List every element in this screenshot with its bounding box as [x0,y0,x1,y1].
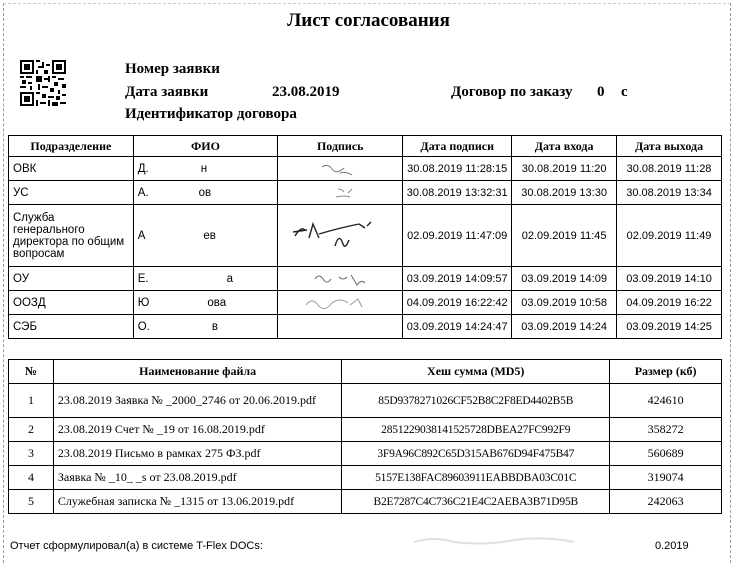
table-row [9,384,722,418]
table-row [9,157,722,181]
table-row [9,267,722,291]
qr-code-icon [20,60,66,106]
in-date-cell: 03.09.2019 14:09 [512,267,617,291]
column-header: Дата подписи [403,136,512,157]
file-size-cell: 242063 [610,490,722,514]
dept-cell: УС [9,181,134,205]
request-date-value: 23.08.2019 [272,84,340,100]
footer-text: Отчет сформулировал(а) в системе T-Flex DOCs: [10,540,263,552]
file-hash-cell: 5157E138FAC89603911EABBDBA03C01C [342,466,610,490]
column-header: № [9,360,54,384]
file-number-cell: 3 [9,442,54,466]
out-date-cell: 02.09.2019 11:49 [617,205,722,267]
sign-date-cell: 04.09.2019 16:22:42 [403,291,512,315]
table-row [9,205,722,267]
request-number-label: Номер заявки [125,61,220,77]
file-hash-cell: B2E7287C4C736C21E4C2AEBA3B71D95B [342,490,610,514]
column-header: Размер (кб) [610,360,722,384]
signature-cell [278,267,403,291]
table-row [9,442,722,466]
file-hash-cell: 3F9A96C892C65D315AB676D94F475B47 [342,442,610,466]
file-name-cell: 23.08.2019 Счет № _19 от 16.08.2019.pdf [53,418,341,442]
file-number-cell: 2 [9,418,54,442]
table-row [9,315,722,339]
column-header: Подпись [278,136,403,157]
in-date-cell: 30.08.2019 13:30 [512,181,617,205]
signature-image [285,216,395,256]
contract-id-label: Идентификатор договора [125,106,297,122]
sign-date-cell: 30.08.2019 13:32:31 [403,181,512,205]
fio-cell: А ев [133,205,278,267]
table-row [9,181,722,205]
approvals-table [8,135,722,339]
dept-cell: СЭБ [9,315,134,339]
column-header: Наименование файла [53,360,341,384]
sign-date-cell: 02.09.2019 11:47:09 [403,205,512,267]
file-number-cell: 4 [9,466,54,490]
page-title: Лист согласования [287,10,450,31]
signature-cell [278,291,403,315]
column-header: Дата входа [512,136,617,157]
file-hash-cell: 285122903814152572​8DBEA27FC992F9 [342,418,610,442]
file-name-cell: 23.08.2019 Заявка № _2000_2746 от 20.06.2019.pdf [53,384,341,418]
file-name-cell: 23.08.2019 Письмо в рамках 275 ФЗ.pdf [53,442,341,466]
contract-order-label: Договор по заказу [451,84,573,100]
file-name-cell: Заявка № _10_ _s от 23.08.2019.pdf [53,466,341,490]
sign-date-cell: 30.08.2019 11:28:15 [403,157,512,181]
column-header: Хеш сумма (MD5) [342,360,610,384]
sign-date-cell: 03.09.2019 14:24:47 [403,315,512,339]
signature-image [310,183,370,203]
out-date-cell: 30.08.2019 13:34 [617,181,722,205]
in-date-cell: 02.09.2019 11:45 [512,205,617,267]
signature-cell [278,157,403,181]
files-header-row [9,360,722,384]
out-date-cell: 30.08.2019 11:28 [617,157,722,181]
in-date-cell: 30.08.2019 11:20 [512,157,617,181]
file-hash-cell: 85D9378271026CF52B8C2F8ED4402B5B [342,384,610,418]
fio-cell: А. ов [133,181,278,205]
out-date-cell: 03.09.2019 14:25 [617,315,722,339]
footer-date: 0.2019 [655,540,689,552]
dept-cell: ООЗД [9,291,134,315]
file-size-cell: 358272 [610,418,722,442]
file-size-cell: 424610 [610,384,722,418]
signature-image [310,159,370,179]
column-header: Подразделение [9,136,134,157]
table-row [9,490,722,514]
dept-cell: ОВК [9,157,134,181]
signature-cell [278,205,403,267]
file-number-cell: 5 [9,490,54,514]
approvals-header-row [9,136,722,157]
signature-image [300,293,380,313]
file-size-cell: 560689 [610,442,722,466]
fio-cell: Ю ова [133,291,278,315]
column-header: Дата выхода [617,136,722,157]
contract-order-value: 0 [597,84,605,100]
table-row [9,466,722,490]
signature-image [305,269,375,289]
dept-cell: Служба генерального директора по общим вопросам [9,205,134,267]
in-date-cell: 03.09.2019 10:58 [512,291,617,315]
sign-date-cell: 03.09.2019 14:09:57 [403,267,512,291]
table-row [9,291,722,315]
out-date-cell: 04.09.2019 16:22 [617,291,722,315]
in-date-cell: 03.09.2019 14:24 [512,315,617,339]
file-number-cell: 1 [9,384,54,418]
files-table [8,359,722,514]
file-size-cell: 319074 [610,466,722,490]
signature-cell [278,181,403,205]
fio-cell: О. в [133,315,278,339]
request-date-label: Дата заявки [125,84,209,100]
signature-cell [278,315,403,339]
faint-signature-image [410,532,580,548]
fio-cell: Е. а [133,267,278,291]
table-row [9,418,722,442]
contract-order-suffix: с [621,84,628,100]
dept-cell: ОУ [9,267,134,291]
column-header: ФИО [133,136,278,157]
fio-cell: Д. н [133,157,278,181]
out-date-cell: 03.09.2019 14:10 [617,267,722,291]
file-name-cell: Служебная записка № _1315 от 13.06.2019.pdf [53,490,341,514]
